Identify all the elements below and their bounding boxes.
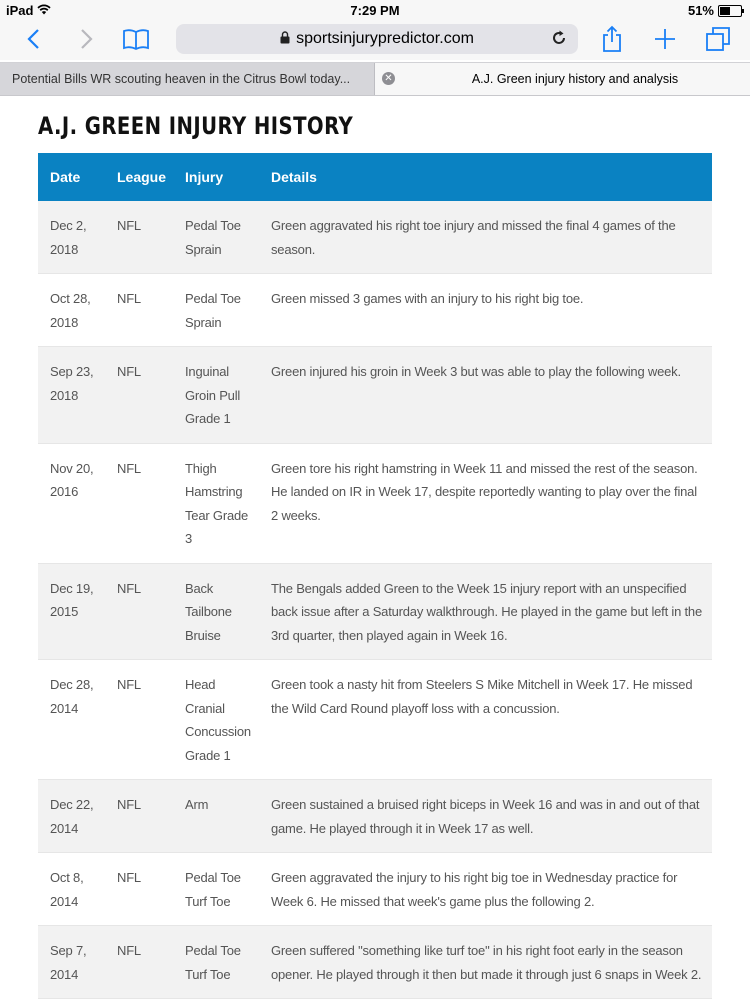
table-row xyxy=(38,274,712,347)
cell-injury: Pedal Toe Turf Toe xyxy=(173,853,259,926)
cell-details: Green took a nasty hit from Steelers S Mike Mitchell in Week 17. He missed the Wild Card Round playoff loss with a concussion. xyxy=(259,660,712,780)
cell-league: NFL xyxy=(105,926,173,999)
cell-details: The Bengals added Green to the Week 15 injury report with an unspecified back issue after a Saturday walkthrough. He played in the game but left in the 3rd quarter, then played again in Week 16. xyxy=(259,563,712,660)
header-details: Details xyxy=(259,153,712,201)
back-icon[interactable] xyxy=(22,24,46,54)
table-row xyxy=(38,563,712,660)
cell-date: Dec 28, 2014 xyxy=(38,660,105,780)
cell-league: NFL xyxy=(105,563,173,660)
cell-date: Oct 28, 2018 xyxy=(38,274,105,347)
share-icon[interactable] xyxy=(600,24,624,54)
status-bar xyxy=(0,0,750,20)
cell-details: Green sustained a bruised right biceps in Week 16 and was in and out of that game. He played through it in Week 17 as well. xyxy=(259,780,712,853)
table-row xyxy=(38,926,712,999)
header-injury: Injury xyxy=(173,153,259,201)
cell-injury: Pedal Toe Sprain xyxy=(173,201,259,274)
cell-league: NFL xyxy=(105,853,173,926)
cell-injury: Back Tailbone Bruise xyxy=(173,563,259,660)
cell-injury: Arm xyxy=(173,780,259,853)
url-text: sportsinjurypredictor.com xyxy=(296,30,474,47)
cell-league: NFL xyxy=(105,347,173,444)
cell-injury: Pedal Toe Sprain xyxy=(173,274,259,347)
cell-date: Dec 19, 2015 xyxy=(38,563,105,660)
battery-percent: 51% xyxy=(687,3,714,18)
table-row xyxy=(38,853,712,926)
cell-league: NFL xyxy=(105,780,173,853)
cell-injury: Head Cranial Concussion Grade 1 xyxy=(173,660,259,780)
cell-details: Green aggravated his right toe injury and missed the final 4 games of the season. xyxy=(259,201,712,274)
table-row xyxy=(38,201,712,274)
lock-icon xyxy=(280,31,290,49)
browser-toolbar xyxy=(0,20,750,60)
bookmarks-icon[interactable] xyxy=(120,24,152,54)
cell-league: NFL xyxy=(105,660,173,780)
header-date: Date xyxy=(38,153,105,201)
cell-details: Green tore his right hamstring in Week 11 and missed the rest of the season. He landed on IR in Week 17, despite reportedly wanting to play over the final 2 weeks. xyxy=(259,443,712,563)
tab-label: A.J. Green injury history and analysis xyxy=(471,72,679,86)
battery-icon xyxy=(718,5,742,17)
page-title: A.J. GREEN INJURY HISTORY xyxy=(38,112,354,140)
clock: 7:29 PM xyxy=(350,3,400,18)
table-header-row xyxy=(38,153,712,201)
address-bar[interactable] xyxy=(176,24,578,54)
header-league: League xyxy=(105,153,173,201)
tabs-icon[interactable] xyxy=(704,24,732,54)
close-tab-icon[interactable]: ✕ xyxy=(382,72,395,85)
injury-table xyxy=(38,153,712,999)
cell-date: Oct 8, 2014 xyxy=(38,853,105,926)
cell-date: Dec 22, 2014 xyxy=(38,780,105,853)
cell-date: Sep 7, 2014 xyxy=(38,926,105,999)
cell-details: Green suffered "something like turf toe" in his right foot early in the season opener. He played through it then but made it through just 6 snaps in Week 2. xyxy=(259,926,712,999)
tab-aj-green[interactable] xyxy=(400,63,750,95)
cell-league: NFL xyxy=(105,201,173,274)
cell-date: Sep 23, 2018 xyxy=(38,347,105,444)
tab-bills-wr[interactable] xyxy=(0,63,375,95)
new-tab-icon[interactable] xyxy=(652,24,678,54)
table-row xyxy=(38,660,712,780)
cell-injury: Pedal Toe Turf Toe xyxy=(173,926,259,999)
cell-date: Nov 20, 2016 xyxy=(38,443,105,563)
cell-league: NFL xyxy=(105,443,173,563)
cell-details: Green injured his groin in Week 3 but was able to play the following week. xyxy=(259,347,712,444)
cell-details: Green aggravated the injury to his right big toe in Wednesday practice for Week 6. He missed that week's game plus the following 2. xyxy=(259,853,712,926)
table-row xyxy=(38,347,712,444)
cell-date: Dec 2, 2018 xyxy=(38,201,105,274)
table-row xyxy=(38,443,712,563)
tab-label: Potential Bills WR scouting heaven in the Citrus Bowl today... xyxy=(12,72,351,86)
tab-bar xyxy=(0,62,750,96)
cell-injury: Thigh Hamstring Tear Grade 3 xyxy=(173,443,259,563)
cell-league: NFL xyxy=(105,274,173,347)
forward-icon[interactable] xyxy=(74,24,98,54)
table-row xyxy=(38,780,712,853)
device-label: iPad xyxy=(6,3,34,18)
reload-icon[interactable] xyxy=(550,29,568,52)
cell-details: Green missed 3 games with an injury to his right big toe. xyxy=(259,274,712,347)
cell-injury: Inguinal Groin Pull Grade 1 xyxy=(173,347,259,444)
